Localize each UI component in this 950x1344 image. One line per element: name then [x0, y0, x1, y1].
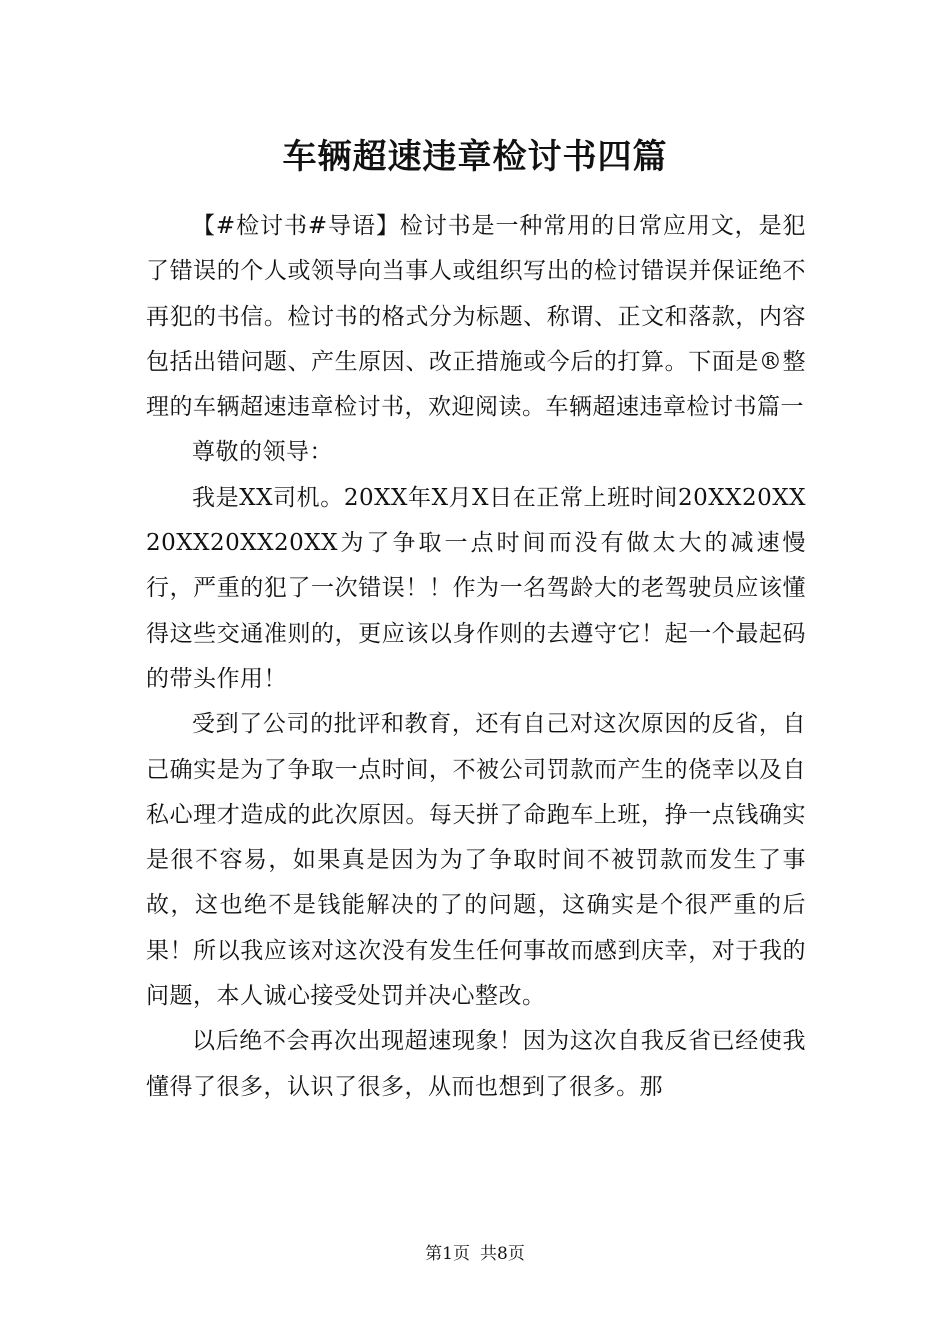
page-footer — [0, 1242, 950, 1266]
page-number: 第1页 — [425, 1244, 470, 1264]
paragraph-salutation: 尊敬的领导： — [192, 439, 333, 466]
paragraph-incident: 我是XX司机。20XX年X月X日在正常上班时间20XX20XX20XX20XX20XX为了争取一点时间而没有做太大的减速慢行，严重的犯了一次错误！！作为一名驾龄大的老驾驶员应该懂得这些交通准则的，更应该以身作则的去遵守它！起一个最起码的带头作用！ — [146, 484, 806, 692]
document-title: 车辆超速违章检讨书四篇 — [282, 137, 668, 177]
paragraph-reflection: 受到了公司的批评和教育，还有自己对这次原因的反省，自己确实是为了争取一点时间，不被公司罚款而产生的侥幸以及自私心理才造成的此次原因。每天拼了命跑车上班，挣一点钱确实是很不容易，如果真是因为为了争取时间不被罚款而发生了事故，这也绝不是钱能解决的了的问题，这确实是个很严重的后果！所以我应该对这次没有发生任何事故而感到庆幸，对于我的问题，本人诚心接受处罚并决心整改。 — [146, 711, 806, 1010]
paragraph-commitment: 以后绝不会再次出现超速现象！因为这次自我反省已经使我懂得了很多，认识了很多，从而也想到了很多。那 — [146, 1028, 806, 1100]
document-body — [146, 204, 806, 1110]
paragraph-intro: 【#检讨书#导语】检讨书是一种常用的日常应用文，是犯了错误的个人或领导向当事人或组织写出的检讨错误并保证绝不再犯的书信。检讨书的格式分为标题、称谓、正文和落款，内容包括出错问题、产生原因、改正措施或今后的打算。下面是®整理的车辆超速违章检讨书，欢迎阅读。车辆超速违章检讨书篇一 — [146, 213, 806, 421]
page-total: 共8页 — [480, 1244, 525, 1264]
